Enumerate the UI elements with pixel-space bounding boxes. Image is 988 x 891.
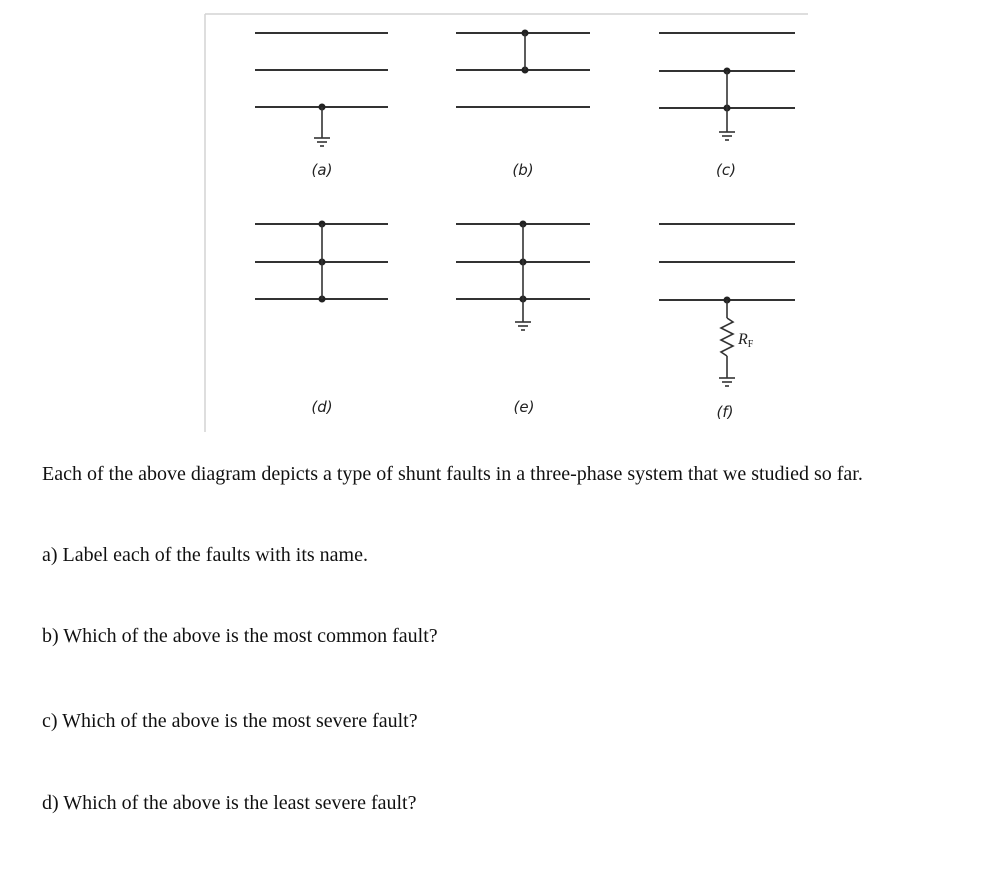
caption-a: (a) (311, 161, 333, 179)
question-b: b) Which of the above is the most common fault? (42, 625, 438, 647)
fault-diagram-d (255, 221, 388, 417)
fault-diagram-c (659, 33, 795, 179)
fault-diagram-e (456, 221, 590, 417)
resistor-label: RF (738, 331, 754, 350)
fault-diagram-b (456, 30, 590, 180)
question-d: d) Which of the above is the least severe fault? (42, 792, 417, 814)
shunt-faults-figure (0, 0, 988, 440)
caption-f: (f) (716, 403, 734, 421)
question-a: a) Label each of the faults with its name. (42, 544, 368, 566)
question-c: c) Which of the above is the most severe fault? (42, 710, 418, 732)
caption-d: (d) (311, 398, 333, 416)
fault-diagram-a (255, 33, 388, 179)
caption-e: (e) (513, 398, 535, 416)
caption-c: (c) (716, 161, 736, 179)
intro-paragraph: Each of the above diagram depicts a type of shunt faults in a three-phase system that we studied so far. (42, 463, 863, 485)
fault-resistor (721, 318, 733, 356)
caption-b: (b) (512, 161, 534, 179)
fault-diagram-f (659, 224, 795, 421)
